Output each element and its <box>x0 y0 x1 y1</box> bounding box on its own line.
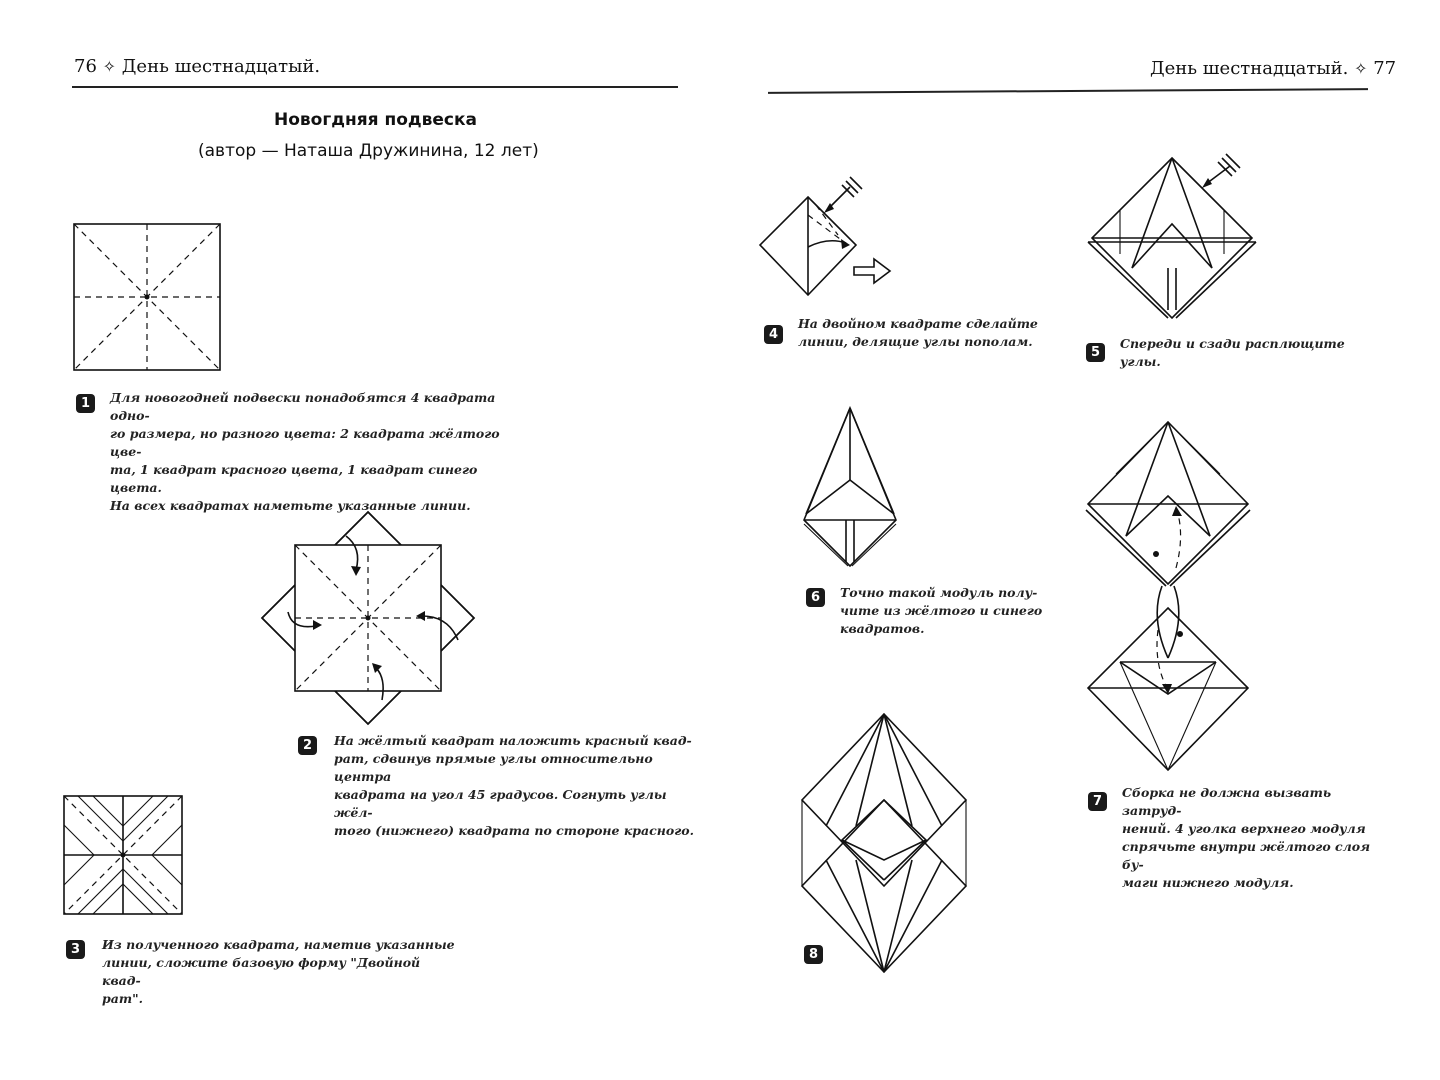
caption-line: Из полученного квадрата, наметив указанные <box>102 937 455 952</box>
left-header-rule <box>72 86 678 88</box>
right-page-number: 77 <box>1373 58 1397 79</box>
caption-line: нений. 4 уголка верхнего модуля <box>1122 821 1366 836</box>
caption-line: чите из жёлтого и синего <box>840 603 1043 618</box>
step-badge: 8 <box>804 945 823 964</box>
caption-line: маги нижнего модуля. <box>1122 875 1294 890</box>
caption-line: квадратов. <box>840 621 925 636</box>
caption-line: На всех квадратах наметьте указанные линии. <box>110 498 471 513</box>
caption-line: рат". <box>102 991 143 1006</box>
left-page-header <box>74 56 320 77</box>
caption-line: Сборка не должна вызвать затруд- <box>1122 785 1332 818</box>
step-badge: 7 <box>1088 792 1107 811</box>
caption-line: линии, сложите базовую форму "Двойной квад- <box>102 955 421 988</box>
step-badge: 1 <box>76 394 95 413</box>
left-page-number: 76 <box>74 56 97 77</box>
caption-line: квадрата на угол 45 градусов. Согнуть углы жёл- <box>334 787 667 820</box>
step2-diagram <box>258 508 478 728</box>
step5-diagram <box>1080 150 1270 320</box>
page-subtitle: (автор — Наташа Дружинина, 12 лет) <box>198 141 539 161</box>
step4-diagram <box>756 175 906 305</box>
left-chapter-title: День шестнадцатый. <box>121 56 321 77</box>
header-star-icon: ✧ <box>1354 59 1368 78</box>
caption-line: того (нижнего) квадрата по стороне красного. <box>334 823 694 838</box>
step4-caption <box>798 315 1058 351</box>
step-badge: 4 <box>764 325 783 344</box>
caption-line: углы. <box>1120 354 1161 369</box>
right-page-header <box>1150 58 1396 79</box>
caption-line: Точно такой модуль полу- <box>840 585 1038 600</box>
page-title: Новогдняя подвеска <box>274 110 477 130</box>
step7-diagram <box>1080 418 1260 776</box>
step2-caption <box>334 732 704 840</box>
step7-caption <box>1122 784 1392 892</box>
step6-caption <box>840 584 1060 638</box>
step6-diagram <box>798 404 906 570</box>
right-header-rule <box>768 88 1368 94</box>
step-badge: 2 <box>298 736 317 755</box>
step1-caption <box>110 389 530 515</box>
caption-line: Спереди и сзади расплющите <box>1120 336 1345 351</box>
step3-diagram <box>60 792 186 918</box>
step-badge: 6 <box>806 588 825 607</box>
caption-line: спрячьте внутри жёлтого слоя бу- <box>1122 839 1371 872</box>
step3-caption <box>102 936 462 1008</box>
step8-diagram <box>796 710 972 980</box>
step-badge: 5 <box>1086 343 1105 362</box>
step5-caption <box>1120 335 1360 371</box>
caption-line: На двойном квадрате сделайте <box>798 316 1038 331</box>
caption-line: та, 1 квадрат красного цвета, 1 квадрат синего цвета. <box>110 462 478 495</box>
step1-diagram <box>70 220 226 376</box>
caption-line: го размера, но разного цвета: 2 квадрата жёлтого цве- <box>110 426 500 459</box>
step-badge: 3 <box>66 940 85 959</box>
caption-line: линии, делящие углы пополам. <box>798 334 1033 349</box>
caption-line: рат, сдвинув прямые углы относительно центра <box>334 751 653 784</box>
header-star-icon: ✧ <box>102 57 117 76</box>
caption-line: Для новогодней подвески понадобятся 4 квадрата одно- <box>110 390 496 423</box>
right-chapter-title: День шестнадцатый. <box>1150 58 1349 79</box>
caption-line: На жёлтый квадрат наложить красный квад- <box>334 733 692 748</box>
